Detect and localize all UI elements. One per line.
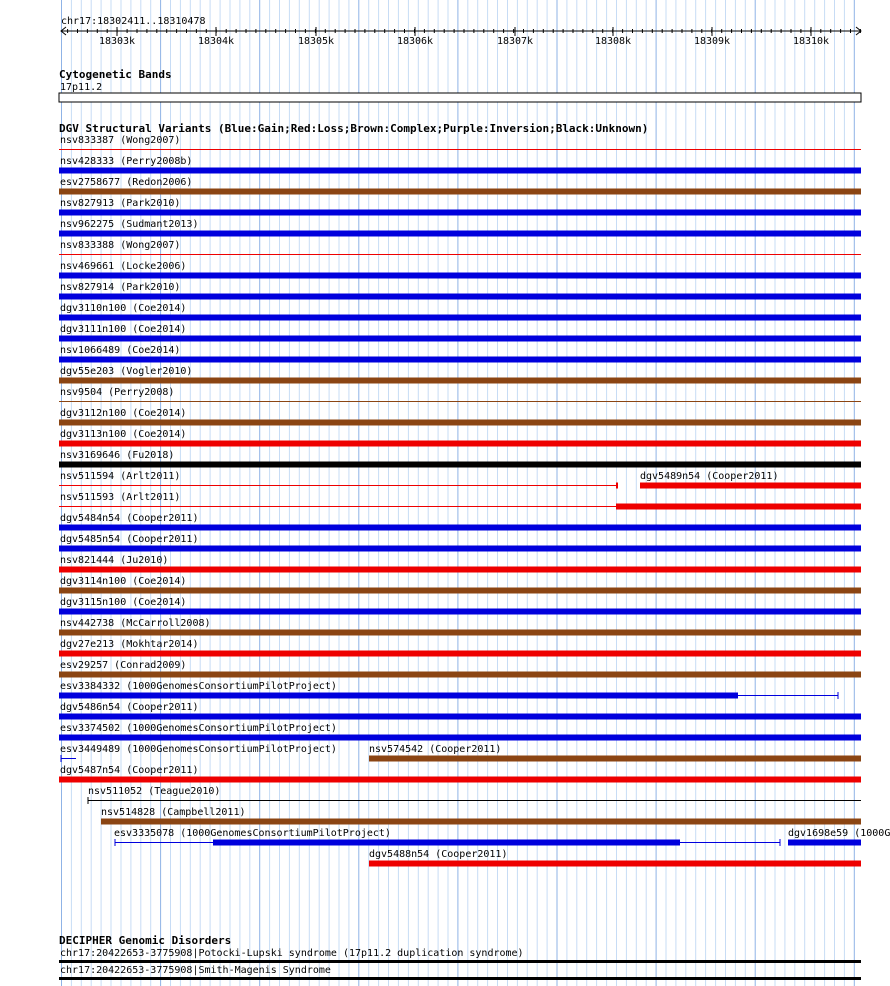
dgv-feature[interactable] [59, 387, 861, 402]
ruler-tick-label: 18306k [396, 36, 434, 47]
decipher-feature[interactable] [59, 965, 861, 980]
dgv-feature-bar[interactable] [59, 462, 861, 468]
dgv-feature-bar[interactable] [59, 336, 861, 342]
ruler-position-label: chr17:18302411..18310478 [61, 16, 206, 27]
dgv-feature[interactable] [59, 534, 861, 552]
dgv-feature-label: dgv3113n100 (Coe2014) [60, 429, 187, 440]
dgv-feature-label: dgv5485n54 (Cooper2011) [60, 534, 199, 545]
dgv-feature-label: esv3335078 (1000GenomesConsortiumPilotProject) [114, 828, 391, 839]
ruler-tick-label: 18308k [594, 36, 632, 47]
dgv-feature-bar[interactable] [59, 651, 861, 657]
dgv-feature-bar[interactable] [59, 672, 861, 678]
dgv-feature[interactable] [59, 450, 861, 468]
dgv-feature[interactable] [59, 219, 861, 237]
dgv-feature[interactable] [59, 765, 861, 783]
dgv-feature-label: dgv27e213 (Mokhtar2014) [60, 639, 199, 650]
dgv-feature-label: dgv55e203 (Vogler2010) [60, 366, 193, 377]
ruler-tick-label: 18304k [197, 36, 235, 47]
cytoband-label: 17p11.2 [60, 82, 103, 93]
dgv-feature[interactable] [59, 597, 861, 615]
dgv-feature-bar[interactable] [59, 168, 861, 174]
dgv-feature[interactable] [59, 282, 861, 300]
dgv-feature[interactable] [59, 198, 861, 216]
track-title-cytogenetic-bands: Cytogenetic Bands [59, 68, 172, 81]
dgv-feature-block[interactable] [213, 840, 680, 846]
decipher-genomic-disorders-track[interactable] [59, 934, 861, 980]
dgv-feature-label: nsv833387 (Wong2007) [60, 135, 181, 146]
dgv-feature-bar[interactable] [369, 756, 861, 762]
decipher-feature-bar[interactable] [59, 960, 861, 963]
dgv-feature-label: nsv469661 (Locke2006) [60, 261, 187, 272]
dgv-feature-bar[interactable] [59, 357, 861, 363]
dgv-feature-label: dgv3111n100 (Coe2014) [60, 324, 187, 335]
decipher-feature-label: chr17:20422653-3775908|Smith-Magenis Syndrome [60, 965, 331, 976]
dgv-feature[interactable] [59, 261, 861, 279]
dgv-feature-bar[interactable] [59, 315, 861, 321]
dgv-feature[interactable] [640, 471, 861, 489]
dgv-feature[interactable] [59, 702, 861, 720]
dgv-feature[interactable] [114, 828, 780, 846]
dgv-feature-label: dgv5486n54 (Cooper2011) [60, 702, 199, 713]
dgv-feature-label: nsv442738 (McCarroll2008) [60, 618, 211, 629]
dgv-feature-bar[interactable] [369, 861, 861, 867]
dgv-feature-label: dgv3110n100 (Coe2014) [60, 303, 187, 314]
dgv-feature-bar[interactable] [59, 567, 861, 573]
dgv-feature-bar[interactable] [59, 630, 861, 636]
dgv-feature-bar[interactable] [59, 189, 861, 195]
dgv-feature-label: esv2758677 (Redon2006) [60, 177, 193, 188]
dgv-feature-bar[interactable] [59, 273, 861, 279]
dgv-feature[interactable] [59, 156, 861, 174]
dgv-feature[interactable] [59, 366, 861, 384]
dgv-feature-label: dgv5484n54 (Cooper2011) [60, 513, 199, 524]
cytoband-bar[interactable] [59, 93, 861, 102]
dgv-feature[interactable] [59, 513, 861, 531]
dgv-feature-label: dgv5489n54 (Cooper2011) [640, 471, 779, 482]
dgv-feature-bar[interactable] [59, 420, 861, 426]
dgv-feature[interactable] [369, 744, 861, 762]
dgv-feature[interactable] [369, 849, 861, 867]
track-title-decipher: DECIPHER Genomic Disorders [59, 934, 232, 947]
dgv-feature[interactable] [59, 576, 861, 594]
ruler-track [61, 16, 861, 47]
dgv-feature-block[interactable] [59, 693, 738, 699]
track-title-dgv: DGV Structural Variants (Blue:Gain;Red:Loss;Brown:Complex;Purple:Inversion;Black:Unknown) [59, 122, 649, 135]
dgv-feature-endcap [616, 483, 618, 489]
dgv-feature-label: esv3384332 (1000GenomesConsortiumPilotProject) [60, 681, 337, 692]
dgv-feature[interactable] [59, 492, 861, 510]
dgv-feature-bar[interactable] [101, 819, 861, 825]
dgv-feature[interactable] [59, 723, 861, 741]
dgv-feature[interactable] [59, 408, 861, 426]
dgv-feature-label: dgv5487n54 (Cooper2011) [60, 765, 199, 776]
ruler-tick-label: 18310k [792, 36, 830, 47]
ruler-tick-label: 18303k [98, 36, 136, 47]
ruler-tick-label: 18305k [297, 36, 335, 47]
dgv-feature-label: nsv511594 (Arlt2011) [60, 471, 181, 482]
dgv-feature-label: dgv1698e59 (1000G [788, 828, 890, 839]
decipher-feature[interactable] [59, 948, 861, 963]
dgv-feature-bar[interactable] [640, 483, 861, 489]
dgv-feature-bar[interactable] [59, 294, 861, 300]
dgv-feature[interactable] [59, 324, 861, 342]
decipher-feature-label: chr17:20422653-3775908|Potocki-Lupski syndrome (17p11.2 duplication syndrome) [60, 948, 524, 959]
dgv-feature-label: nsv827914 (Park2010) [60, 282, 181, 293]
dgv-feature-bar[interactable] [59, 231, 861, 237]
dgv-feature-bar[interactable] [59, 441, 861, 447]
dgv-feature-label: dgv3115n100 (Coe2014) [60, 597, 187, 608]
dgv-feature-label: nsv962275 (Sudmant2013) [60, 219, 199, 230]
dgv-feature[interactable] [59, 177, 861, 195]
dgv-feature-label: nsv821444 (Ju2010) [60, 555, 169, 566]
dgv-feature-label: nsv3169646 (Fu2018) [60, 450, 175, 461]
dgv-feature-bar[interactable] [59, 777, 861, 783]
dgv-feature-label: esv3449489 (1000GenomesConsortiumPilotProject) [60, 744, 337, 755]
dgv-feature-label: nsv511052 (Teague2010) [88, 786, 221, 797]
dgv-feature-label: nsv1066489 (Coe2014) [60, 345, 181, 356]
dgv-feature-bar[interactable] [59, 546, 861, 552]
dgv-feature-block[interactable] [616, 504, 861, 510]
dgv-feature-label: nsv9504 (Perry2008) [60, 387, 175, 398]
decipher-feature-bar[interactable] [59, 977, 861, 980]
dgv-feature-bar[interactable] [59, 525, 861, 531]
dgv-feature-label: dgv5488n54 (Cooper2011) [369, 849, 508, 860]
dgv-feature-bar[interactable] [59, 210, 861, 216]
dgv-feature[interactable] [59, 660, 861, 678]
ruler-tick-label: 18309k [693, 36, 731, 47]
dgv-feature[interactable] [59, 345, 861, 363]
dgv-feature-label: esv29257 (Conrad2009) [60, 660, 187, 671]
dgv-feature-bar[interactable] [59, 378, 861, 384]
dgv-feature-label: dgv3112n100 (Coe2014) [60, 408, 187, 419]
dgv-feature-label: nsv827913 (Park2010) [60, 198, 181, 209]
dgv-feature[interactable] [59, 303, 861, 321]
dgv-feature-label: dgv3114n100 (Coe2014) [60, 576, 187, 587]
dgv-feature[interactable] [59, 639, 861, 657]
dgv-feature-label: nsv833388 (Wong2007) [60, 240, 181, 251]
dgv-feature-bar[interactable] [59, 588, 861, 594]
dgv-feature-label: esv3374502 (1000GenomesConsortiumPilotProject) [60, 723, 337, 734]
dgv-feature[interactable] [788, 828, 890, 846]
cytogenetic-bands-track[interactable] [59, 68, 861, 102]
dgv-feature-label: nsv574542 (Cooper2011) [369, 744, 502, 755]
dgv-feature-bar[interactable] [788, 840, 861, 846]
dgv-feature[interactable] [59, 240, 861, 255]
dgv-feature-bar[interactable] [59, 735, 861, 741]
dgv-feature-bar[interactable] [59, 609, 861, 615]
dgv-feature[interactable] [59, 429, 861, 447]
dgv-feature[interactable] [59, 135, 861, 150]
ruler-tick-label: 18307k [496, 36, 534, 47]
dgv-feature-bar[interactable] [59, 714, 861, 720]
dgv-feature-label: nsv428333 (Perry2008b) [60, 156, 193, 167]
dgv-feature[interactable] [59, 555, 861, 573]
dgv-feature-label: nsv514828 (Campbell2011) [101, 807, 246, 818]
dgv-feature[interactable] [59, 618, 861, 636]
dgv-feature-label: nsv511593 (Arlt2011) [60, 492, 181, 503]
dgv-feature[interactable] [101, 807, 861, 825]
